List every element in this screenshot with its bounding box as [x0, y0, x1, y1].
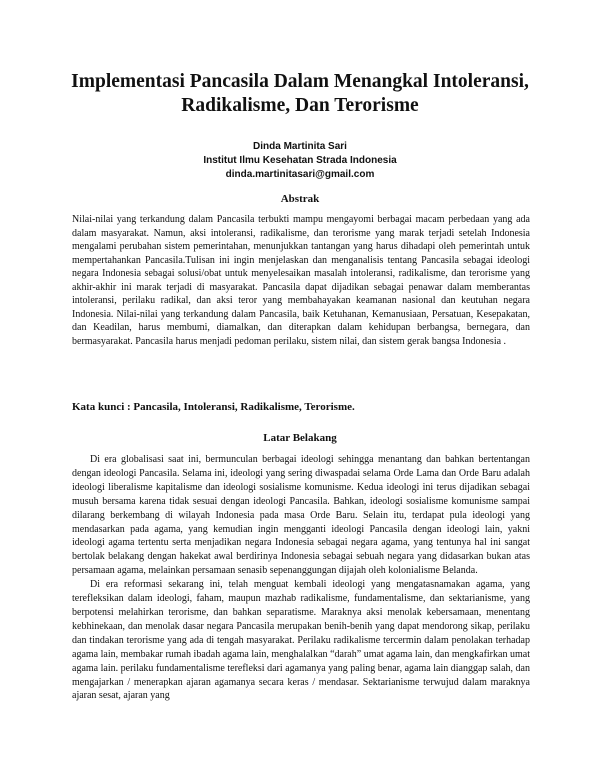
title-line-1: Implementasi Pancasila Dalam Menangkal Intoleransi, [71, 71, 529, 92]
author-email: dinda.martinitasari@gmail.com [225, 169, 375, 180]
keywords: Kata kunci : Pancasila, Intoleransi, Radikalisme, Terorisme. [72, 401, 355, 413]
author-institution: Institut Ilmu Kesehatan Strada Indonesia [203, 155, 397, 166]
body-paragraph-2: Di era reformasi sekarang ini, telah menguat kembali ideologi yang mengatasnamakan agama, yang terefleksikan dalam ideologi, faham, maupun mazhab radikalisme, fundamentalisme, dan sektarianisme, yang berpotensi melahirkan terorisme, dan bahkan separatisme. Maraknya aksi menolak kebersamaan, menentang kebhinekaan, dan menolak dasar negara Pancasila merupakan benih-benih yang dapat mendorong sikap, perilaku dan tindakan terorisme yang ada di tengah masyarakat. Perilaku radikalisme tercermin dalam penolakan terhadap agama lain, membakar rumah ibadah agama lain, menghalalkan “darah” umat agama lain, dan mengkafirkan umat agama lain. perilaku fundamentalisme terefleksi dari agamanya yang paling benar, agama lain dianggap salah, dan mengajarkan / menerapkan ajaran agamanya secara keras / mendasar. Sektarianisme terwujud dalam maraknya ajaran sesat, ajaran yang [72, 579, 530, 702]
abstract-heading: Abstrak [280, 193, 320, 205]
author-name: Dinda Martinita Sari [253, 141, 347, 152]
abstract-text: Nilai-nilai yang terkandung dalam Pancasila terbukti mampu mengayomi berbagai macam perbedaan yang ada dalam masyarakat. Namun, aksi intoleransi, radikalisme, dan terorisme yang marak terjadi setelah Indonesia mengalami perubahan sistem pemerintahan, menunjukkan tantangan yang harus dihadapi oleh pemerintah untuk mempertahankan Pancasila.Tulisan ini ingin menjelaskan dan menganalisis tentang Pancasila sebagai ideologi negara Indonesia sebagai solusi/obat untuk menyelesaikan masalah intoleransi, radikalisme, dan terorisme yang akhir-akhir ini marak terjadi di masyarakat. Pancasila dapat dijadikan sebagai penawar dalam memberantas intoleransi, perilaku radikal, dan aksi teror yang membahayakan keamanan nasional dan keutuhan negara Indonesia. Nilai-nilai yang terkandung dalam Pancasila, baik Ketuhanan, Kemanusiaan, Persatuan, Kesepakatan, dan Keadilan, harus membumi, diamalkan, dan diterapkan dalam kehidupan berbangsa, bernegara, dan bermasyarakat. Pancasila harus menjadi pedoman perilaku, sistem nilai, dan sistem gerak bangsa Indonesia . [72, 214, 530, 347]
body-paragraph-1: Di era globalisasi saat ini, bermunculan berbagai ideologi sehingga menantang dan bahkan bertentangan dengan ideologi Pancasila. Selama ini, ideologi yang sering diwaspadai selama Orde Lama dan Orde Baru adalah ideologi liberalisme kapitalisme dan ideologi sosialisme komunisme. Kedua ideologi ini terus dijadikan sebagai musuh bersama karena tidak sesuai dengan ideologi Pancasila. Bahkan, ideologi sosialisme komunisme sampai dilarang berkembang di wilayah Indonesia pada masa Orde Baru. Selain itu, terdapat pula ideologi yang mendasarkan pada agama, yang kemudian ingin mengganti ideologi Pancasila dengan ideologi lain, yakni ideologi agama tertentu serta menjadikan negara Indonesia sebagai negara agama, yang tentunya hal ini sangat bertolak belakang dengan hakekat awal berdirinya Indonesia sebagai sebuah negara yang didasarkan bukan atas persamaan agama, melainkan persamaan senasib sepenanggungan dijajah oleh kolonialisme Belanda. [72, 454, 530, 577]
section-body [72, 453, 530, 703]
paper-title [60, 70, 540, 118]
section-heading: Latar Belakang [263, 432, 337, 444]
title-line-2: Radikalisme, Dan Terorisme [181, 95, 419, 116]
author-block [100, 140, 500, 182]
